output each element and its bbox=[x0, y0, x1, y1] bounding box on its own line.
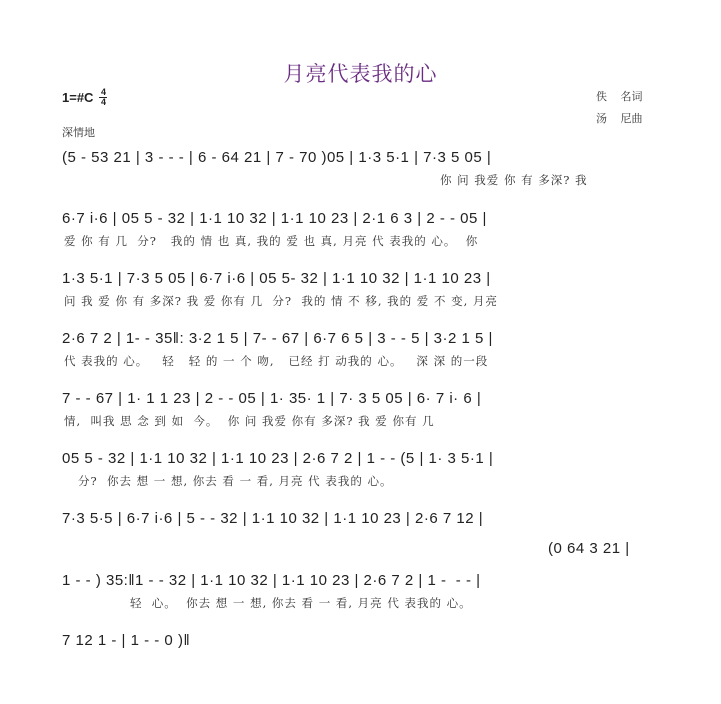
key-signature bbox=[62, 88, 107, 107]
score-line-6 bbox=[62, 447, 493, 467]
song-title: 月亮代表我的心 bbox=[283, 62, 438, 86]
composer-credit: 汤 尼曲 bbox=[596, 112, 643, 125]
lyrics-line-6: 分? 你去 想 一 想, 你去 看 一 看, 月亮 代 表我的 心。 bbox=[78, 474, 393, 488]
score-line-5 bbox=[62, 387, 481, 407]
score-line-8-intro bbox=[548, 537, 630, 557]
notes: 1 - - ) 35:‖1 - - 32 | 1·1 10 32 | 1·1 10 23 | 2·6 7 2 | 1 - - - | bbox=[62, 572, 481, 589]
score-line-10 bbox=[62, 629, 190, 649]
time-bottom: 4 bbox=[100, 97, 106, 107]
lyrics-line-5: 情, 叫我 思 念 到 如 今。 你 问 我爱 你有 多深? 我 爱 你有 几 bbox=[64, 414, 435, 428]
notes: 05 5 - 32 | 1·1 10 32 | 1·1 10 23 | 2·6 7 2 | 1 - - (5 | 1· 3 5·1 | bbox=[62, 450, 494, 467]
lyrics-line-2: 爱 你 有 几 分? 我的 情 也 真, 我的 爱 也 真, 月亮 代 表我的 心。 你 bbox=[64, 234, 479, 248]
notes: 7 12 1 - | 1 - - 0 )‖ bbox=[62, 632, 191, 649]
lyrics-line-1: 你 问 我爱 你 有 多深? 我 bbox=[440, 173, 588, 187]
score-line-2 bbox=[62, 207, 487, 227]
notes: 2·6 7 2 | 1- - 35‖: 3·2 1 5 | 7- - 67 | 6·7 6 5 | 3 - - 5 | 3·2 1 5 | bbox=[62, 330, 493, 347]
lyricist-credit: 佚 名词 bbox=[596, 90, 643, 103]
key-label: 1=#C bbox=[62, 90, 94, 105]
score-line-3 bbox=[62, 267, 491, 287]
score-line-4 bbox=[62, 327, 493, 347]
score-line-9 bbox=[62, 569, 481, 589]
notes: (0 64 3 21 | bbox=[548, 540, 630, 557]
time-top: 4 bbox=[100, 87, 106, 97]
notes: 7 - - 67 | 1· 1 1 23 | 2 - - 05 | 1· 35· 1 | 7· 3 5 05 | 6· 7 i· 6 | bbox=[62, 390, 482, 407]
notes: 1·3 5·1 | 7·3 5 05 | 6·7 i·6 | 05 5- 32 | 1·1 10 32 | 1·1 10 23 | bbox=[62, 270, 491, 287]
score-line-7 bbox=[62, 507, 483, 527]
time-signature bbox=[99, 88, 107, 107]
notes: 7·3 5·5 | 6·7 i·6 | 5 - - 32 | 1·1 10 32 | 1·1 10 23 | 2·6 7 12 | bbox=[62, 510, 484, 527]
lyrics-line-9: 轻 心。 你去 想 一 想, 你去 看 一 看, 月亮 代 表我的 心。 bbox=[130, 596, 472, 610]
notes: (5 - 53 21 | 3 - - - | 6 - 64 21 | 7 - 70 )05 | 1·3 5·1 | 7·3 5 05 | bbox=[62, 149, 492, 166]
lyrics-line-4: 代 表我的 心。 轻 轻 的 一 个 吻, 已经 打 动我的 心。 深 深 的一段 bbox=[64, 354, 489, 368]
score-line-1 bbox=[62, 146, 491, 166]
lyrics-line-3: 问 我 爱 你 有 多深? 我 爱 你有 几 分? 我的 情 不 移, 我的 爱 不 变, 月亮 bbox=[64, 294, 498, 308]
expression-mark: 深情地 bbox=[62, 126, 95, 139]
notes: 6·7 i·6 | 05 5 - 32 | 1·1 10 32 | 1·1 10 23 | 2·1 6 3 | 2 - - 05 | bbox=[62, 210, 487, 227]
